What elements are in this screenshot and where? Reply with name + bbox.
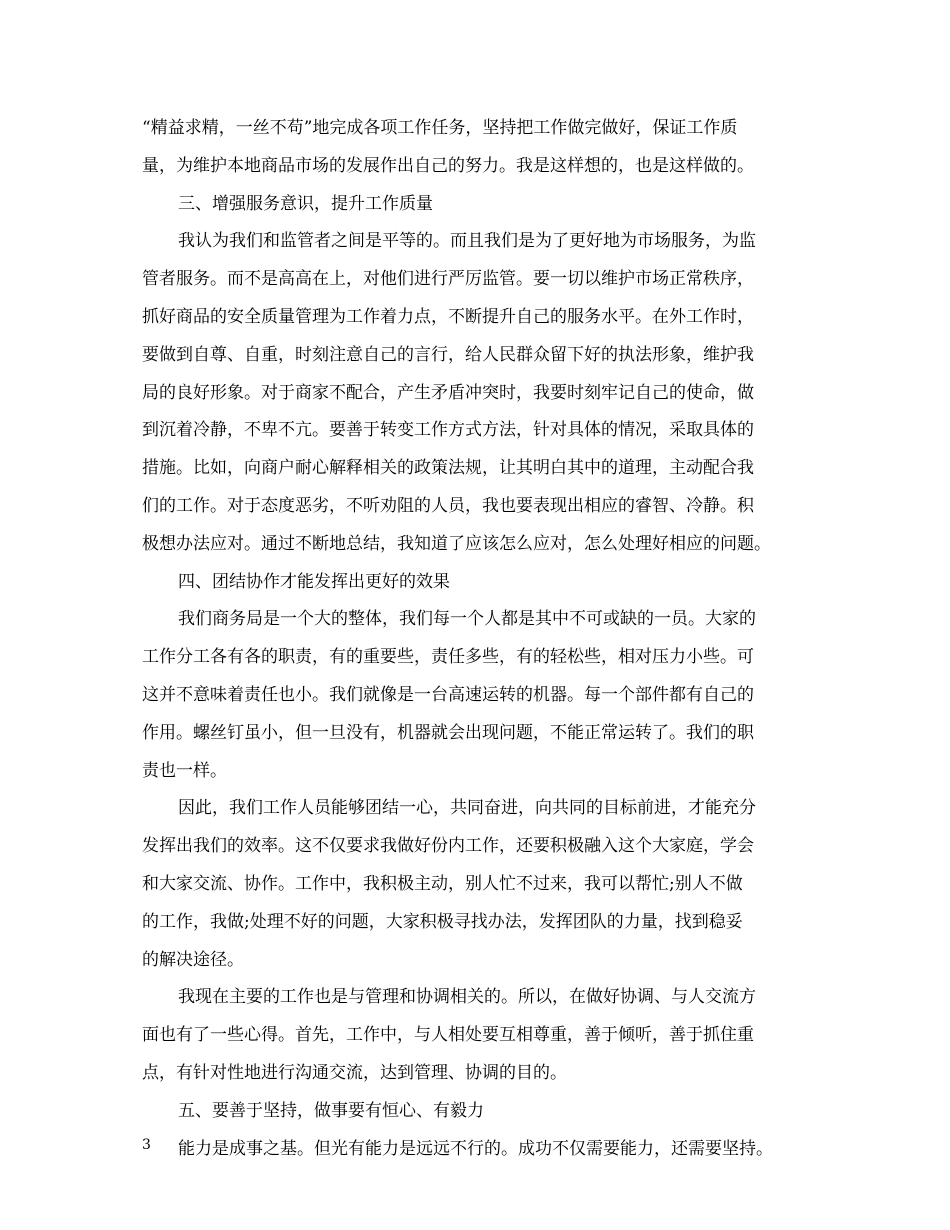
document-body — [142, 110, 824, 1168]
text-line: 能力是成事之基。但光有能力是远远不行的。成功不仅需要能力，还需要坚持。 — [178, 1138, 773, 1159]
section-heading: 五、要善于坚持，做事要有恒心、有毅力 — [178, 1100, 484, 1121]
text-line: 抓好商品的安全质量管理为工作着力点，不断提升自己的服务水平。在外工作时， — [142, 306, 754, 327]
text-line: 和大家交流、协作。工作中，我积极主动，别人忙不过来，我可以帮忙;别人不做 — [142, 873, 743, 894]
text-line: 点，有针对性地进行沟通交流，达到管理、协调的目的。 — [142, 1062, 567, 1083]
page-number: 3 — [142, 1137, 151, 1153]
text-line: 的工作，我做;处理不好的问题，大家积极寻找办法，发挥团队的力量，找到稳妥 — [142, 911, 743, 932]
text-line: 局的良好形象。对于商家不配合，产生矛盾冲突时，我要时刻牢记自己的使命，做 — [142, 382, 754, 403]
text-line: 量，为维护本地商品市场的发展作出自己的努力。我是这样想的，也是这样做的。 — [142, 155, 754, 176]
text-line: 面也有了一些心得。首先，工作中，与人相处要互相尊重，善于倾听，善于抓住重 — [142, 1025, 754, 1046]
text-line: 到沉着冷静，不卑不亢。要善于转变工作方式方法，针对具体的情况，采取具体的 — [142, 420, 754, 441]
text-line: 发挥出我们的效率。这不仅要求我做好份内工作，还要积极融入这个大家庭，学会 — [142, 836, 754, 857]
text-line: 我现在主要的工作也是与管理和协调相关的。所以，在做好协调、与人交流方 — [178, 987, 756, 1008]
text-line: 的解决途径。 — [142, 949, 244, 970]
text-line: 管者服务。而不是高高在上，对他们进行严厉监管。要一切以维护市场正常秩序， — [142, 269, 754, 290]
text-line: 我们商务局是一个大的整体，我们每一个人都是其中不可或缺的一员。大家的 — [178, 609, 756, 630]
text-line: 要做到自尊、自重，时刻注意自己的言行，给人民群众留下好的执法形象，维护我 — [142, 344, 754, 365]
section-heading: 四、团结协作才能发挥出更好的效果 — [178, 571, 450, 592]
text-line: 们的工作。对于态度恶劣，不听劝阻的人员，我也要表现出相应的睿智、冷静。积 — [142, 495, 754, 516]
text-line: 因此，我们工作人员能够团结一心，共同奋进，向共同的目标前进，才能充分 — [178, 798, 756, 819]
text-line: 措施。比如，向商户耐心解释相关的政策法规，让其明白其中的道理，主动配合我 — [142, 458, 754, 479]
text-line: 极想办法应对。通过不断地总结，我知道了应该怎么应对，怎么处理好相应的问题。 — [142, 533, 771, 554]
section-heading: 三、增强服务意识，提升工作质量 — [178, 193, 433, 214]
text-line: 工作分工各有各的职责，有的重要些，责任多些，有的轻松些，相对压力小些。可 — [142, 647, 754, 668]
text-line: 作用。螺丝钉虽小，但一旦没有，机器就会出现问题，不能正常运转了。我们的职 — [142, 722, 754, 743]
text-line: 我认为我们和监管者之间是平等的。而且我们是为了更好地为市场服务，为监 — [178, 231, 756, 252]
text-line: “精益求精，一丝不苟”地完成各项工作任务，坚持把工作做完做好，保证工作质 — [142, 118, 738, 138]
text-line: 这并不意味着责任也小。我们就像是一台高速运转的机器。每一个部件都有自己的 — [142, 684, 754, 705]
text-line: 责也一样。 — [142, 760, 227, 781]
